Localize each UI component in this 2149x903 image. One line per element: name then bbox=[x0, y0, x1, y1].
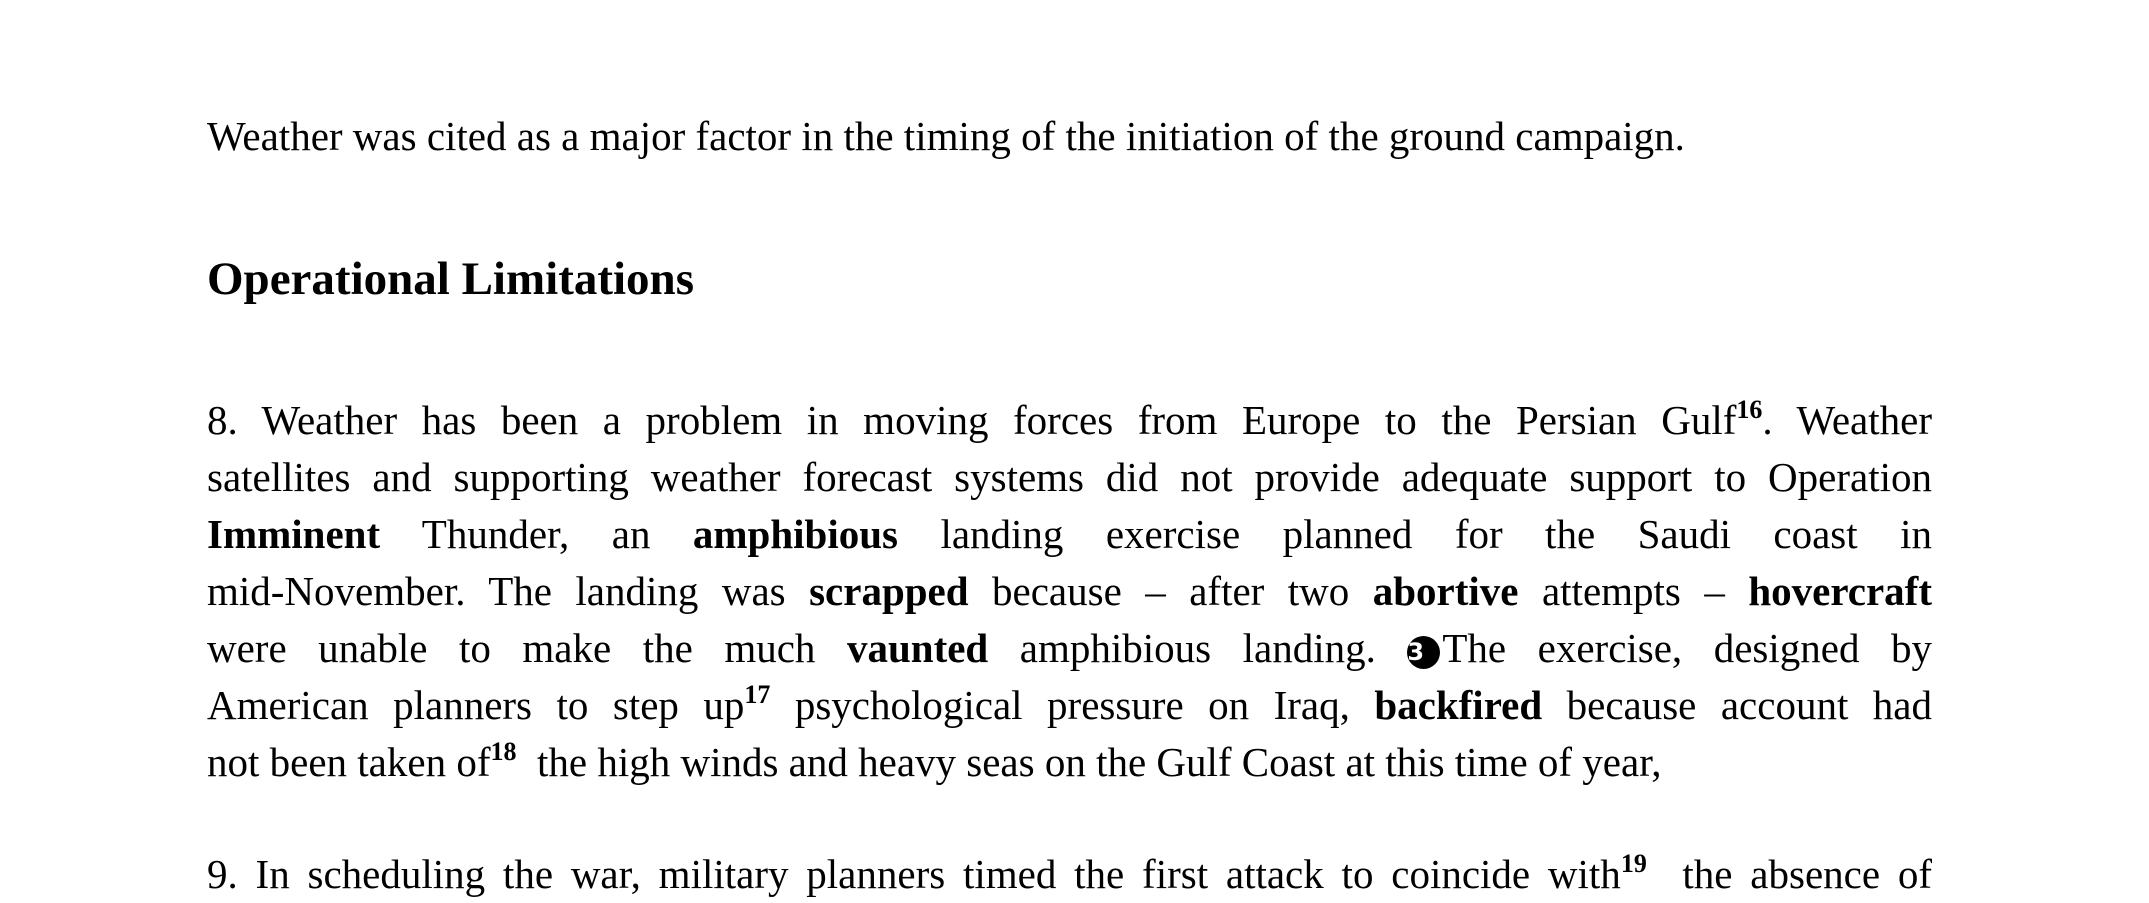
bold-term: vaunted bbox=[846, 625, 989, 671]
intro-sentence: Weather was cited as a major factor in the timing of the initiation of the ground campaign. bbox=[207, 113, 1685, 159]
footnote-ref-17[interactable]: 17 bbox=[744, 680, 771, 709]
para8-line-7 bbox=[207, 734, 1932, 791]
para8-line-5 bbox=[207, 620, 1932, 677]
para8-text: landing exercise planned for the Saudi coast in bbox=[898, 511, 1932, 557]
footnote-ref-18[interactable]: 18 bbox=[490, 737, 517, 766]
bold-term: abortive bbox=[1372, 568, 1519, 614]
para8-line-6 bbox=[207, 677, 1932, 734]
para8-text: The exercise, designed by bbox=[1442, 625, 1932, 671]
para8-text: because account had bbox=[1542, 682, 1933, 728]
para8-text: American planners to step up bbox=[207, 682, 745, 728]
para8-text: not been taken of bbox=[207, 739, 491, 785]
para8-text: . Weather bbox=[1762, 397, 1933, 443]
bold-term: backfired bbox=[1374, 682, 1543, 728]
para8-text: amphibious landing. bbox=[988, 625, 1408, 671]
para9-text: the absence of bbox=[1646, 851, 1932, 897]
para8-line-2 bbox=[207, 449, 1932, 506]
para8-text: 8. Weather has been a problem in moving forces from Europe to the Persian Gulf bbox=[207, 397, 1737, 443]
bold-term: hovercraft bbox=[1748, 568, 1932, 614]
bold-term: Imminent bbox=[207, 511, 381, 557]
para8-text: the high winds and heavy seas on the Gulf Coast at this time of year, bbox=[516, 739, 1662, 785]
footnote-ref-19[interactable]: 19 bbox=[1620, 849, 1647, 878]
para9-line-1 bbox=[207, 846, 1932, 903]
bold-term: amphibious bbox=[692, 511, 898, 557]
para8-text: mid-November. The landing was bbox=[207, 568, 810, 614]
para8-line-3 bbox=[207, 506, 1932, 563]
section-heading: Operational Limitations bbox=[207, 253, 694, 305]
para8-text: attempts – bbox=[1518, 568, 1749, 614]
para8-text: Thunder, an bbox=[380, 511, 693, 557]
para8-text: because – after two bbox=[968, 568, 1373, 614]
numbered-bullet-icon: 3 bbox=[1407, 636, 1440, 669]
footnote-ref-16[interactable]: 16 bbox=[1736, 395, 1763, 424]
para8-text: were unable to make the much bbox=[207, 625, 847, 671]
bold-term: scrapped bbox=[809, 568, 969, 614]
para9-text: 9. In scheduling the war, military planners timed the first attack to coincide with bbox=[207, 851, 1621, 897]
para8-text: psychological pressure on Iraq, bbox=[770, 682, 1375, 728]
para8-line-1 bbox=[207, 392, 1932, 449]
para8-text: satellites and supporting weather forecast systems did not provide adequate support to Operation bbox=[207, 454, 1932, 500]
para8-line-4 bbox=[207, 563, 1932, 620]
